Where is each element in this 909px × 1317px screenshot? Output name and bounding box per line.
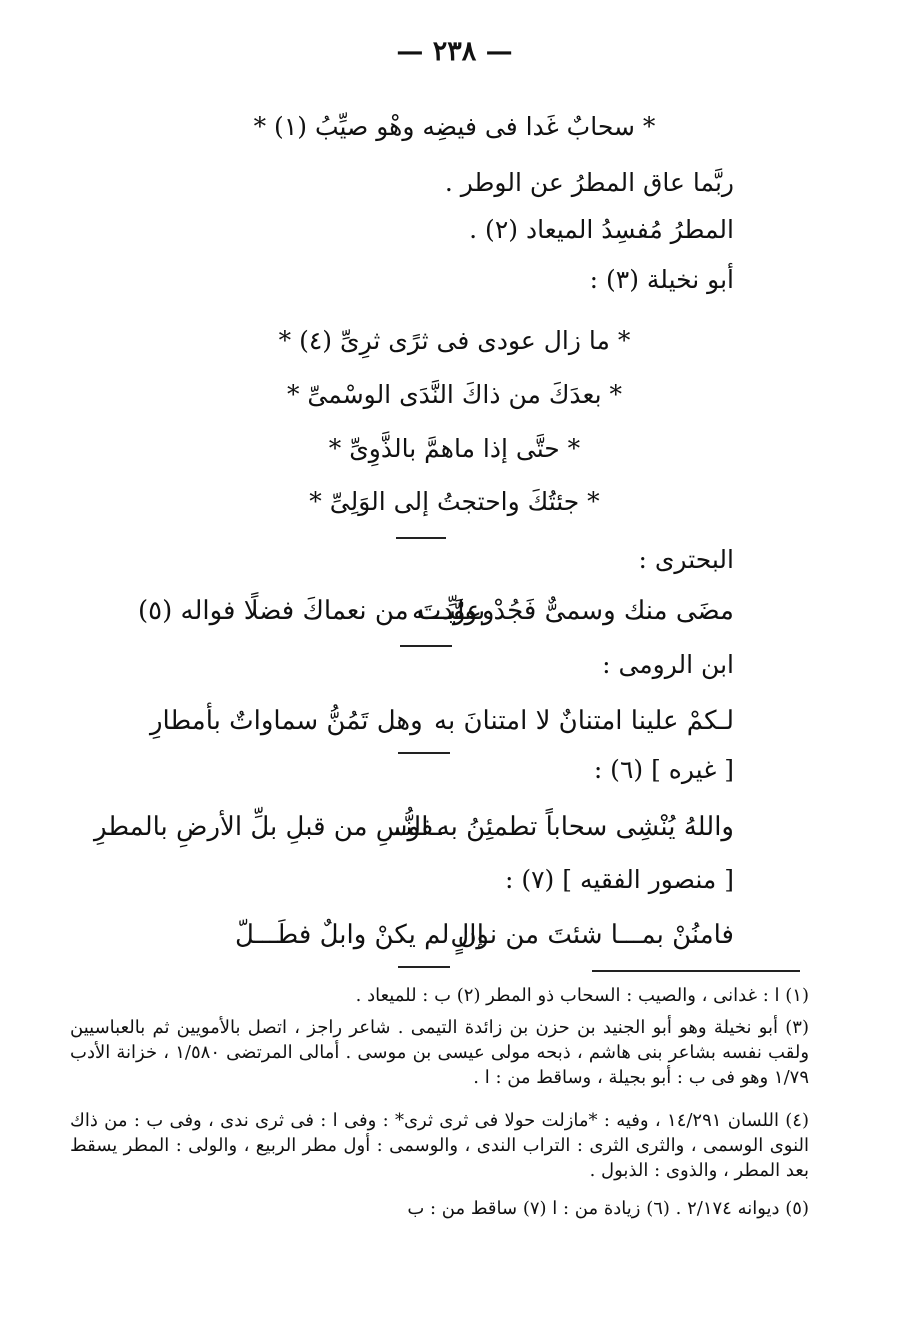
- verse2-caesura-mark: [398, 752, 450, 754]
- poet-heading-ibn-al-rumi: ابن الرومى :: [602, 650, 734, 679]
- opening-verse-line: * سحابٌ غَدا فى فيضِه وهْو صيِّبُ (١) *: [253, 112, 656, 141]
- footnote-3: (٣) أبو نخيلة وهو أبو الجنيد بن حزن بن زائدة التيمى . شاعر راجز ، اتصل بالأمويين ثم بالعباسيين ولقب نفسه بشاعر بنى هاشم ، ذبحه مولى عيسى بن موسى . أمالى المرتضى ١/٥٨٠ ، خزانة الأدب ١/٧٩ وهو فى ب : أبو بجيلة ، وساقط من : ا .: [70, 1017, 810, 1088]
- verse4-first-hemistich: فامنُنْ بمـــا شئتَ من نوالٍ: [450, 920, 734, 950]
- verse3-first-hemistich: واللهُ يُنْشِى سحاباً تطمئِنُ به النُّــ: [390, 812, 734, 842]
- poet-heading-another: [ غيره ] (٦) :: [593, 755, 734, 784]
- verse1-first-hemistich: مضَى منك وسمىٌّ فَجُدْ بوليِّـــه: [411, 596, 734, 626]
- verse2-first-hemistich: لـكمْ علينا امتنانٌ لا امتنانَ به: [434, 706, 734, 736]
- section-divider: [396, 537, 446, 539]
- prose-line-rain: المطرُ مُفسِدُ الميعاد (٢) .: [469, 215, 734, 244]
- poet-heading-buhturi: البحترى :: [638, 545, 734, 574]
- poet-heading-abu-nukhayla: أبو نخيلة (٣) :: [589, 265, 734, 294]
- verse3-second-hemistich: ـفوسِ من قبلِ بلِّ الأرضِ بالمطرِ: [94, 812, 442, 842]
- verse2-second-hemistich: وهل تَمُنُّ سماواتٌ بأمطارِ: [150, 706, 423, 736]
- rajaz-line-2: * بعدَكَ من ذاكَ النَّدَى الوسْمىِّ *: [286, 380, 623, 409]
- footnote-1-2: (١) ا : غدانى ، والصيب : السحاب ذو المطر (٢) ب : للميعاد .: [355, 985, 809, 1006]
- footnote-4: (٤) اللسان ١٤/٢٩١ ، وفيه : *مازلت حولا فى ثرى ثرى* : وفى ا : فى ثرى ندى ، وفى ب : من ذاك النوى الوسمى ، والثرى الثرى : التراب الندى ، والوسمى : أول مطر الربيع ، والولى : المطر يسقط بعد المطر ، والذوى : الذبول .: [70, 1110, 809, 1181]
- rajaz-line-4: * جئتُكَ واحتجتُ إلى الوَلِىِّ *: [309, 487, 600, 516]
- verse4-caesura-mark: [398, 966, 450, 968]
- rajaz-line-1: * ما زال عودى فى ثرًى ثرِىِّ (٤) *: [278, 326, 631, 355]
- prose-line-proverb: ربَّما عاق المطرُ عن الوطر .: [444, 168, 734, 197]
- rajaz-line-3: * حتَّى إذا ماهمَّ بالذَّوِىِّ *: [328, 434, 581, 463]
- verse1-second-hemistich: وعوَّدتَ من نعماكَ فضلًا فواله (٥): [138, 596, 495, 626]
- footnote-5-7: (٥) ديوانه ٢/١٧٤ . (٦) زيادة من : ا (٧) ساقط من : ب: [407, 1198, 809, 1219]
- page-number: — ٢٣٨ —: [396, 36, 513, 67]
- poet-heading-mansur-al-faqih: [ منصور الفقيه ] (٧) :: [504, 865, 734, 894]
- verse1-caesura-mark: [400, 645, 452, 647]
- verse4-second-hemistich: إن لم يكنْ وابلٌ فطَـــلّ: [235, 920, 484, 950]
- footnote-rule: [592, 970, 800, 972]
